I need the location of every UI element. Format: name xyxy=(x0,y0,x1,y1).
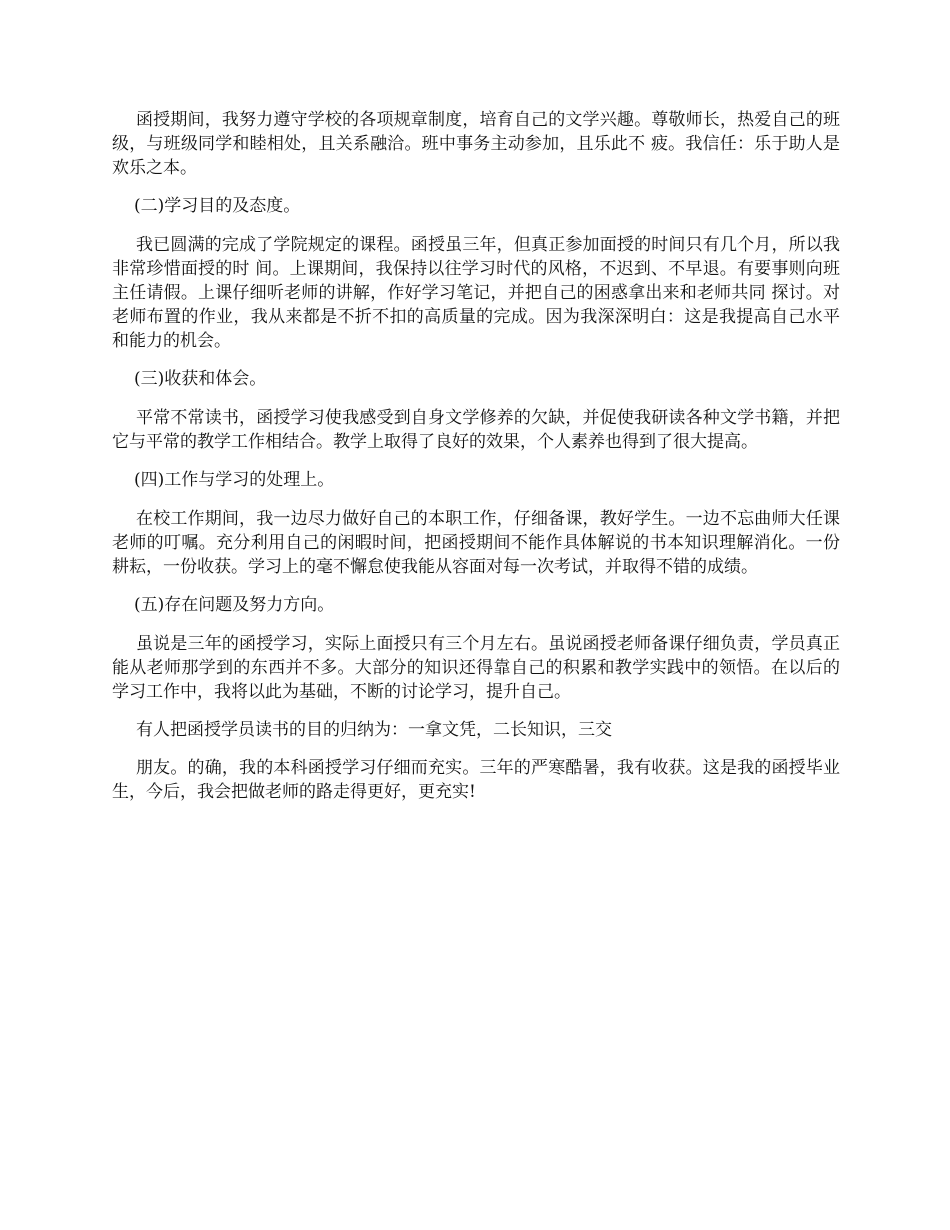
section-heading-4: (四)工作与学习的处理上。 xyxy=(134,470,335,490)
paragraph-conduct: 函授期间，我努力遵守学校的各项规章制度，培育自己的文学兴趣。尊敬师长，热爱自己的班级，与班级同学和睦相处，且关系融洽。班中事务主动参加，且乐此不 疲。我信任：乐于助人是欢乐之本。 xyxy=(112,110,840,178)
section-heading-2: (二)学习目的及态度。 xyxy=(134,196,301,216)
paragraph-gains: 平常不常读书，函授学习使我感受到自身文学修养的欠缺，并促使我研读各种文学书籍，并把它与平常的教学工作相结合。教学上取得了良好的效果，个人素养也得到了很大提高。 xyxy=(112,408,840,452)
section-heading-3: (三)收获和体会。 xyxy=(134,369,267,389)
paragraph-reading-purpose: 有人把函授学员读书的目的归纳为：一拿文凭，二长知识，三交 xyxy=(136,720,612,740)
paragraph-work-study-balance: 在校工作期间，我一边尽力做好自己的本职工作，仔细备课，教好学生。一边不忘曲师大任课老师的叮嘱。充分利用自己的闲暇时间，把函授期间不能作具体解说的书本知识理解消化。一份耕耘，一份收获。学习上的毫不懈怠使我能从容面对每一次考试，并取得不错的成绩。 xyxy=(112,509,840,577)
paragraph-study-attitude: 我已圆满的完成了学院规定的课程。函授虽三年，但真正参加面授的时间只有几个月，所以我非常珍惜面授的时 间。上课期间，我保持以往学习时代的风格，不迟到、不早退。有要事则向班主任请假。上课仔细听老师的讲解，作好学习笔记，并把自己的困惑拿出来和老师共同 探讨。对老师布置的作业，我从来都是不折不扣的高质量的完成。因为我深深明白：这是我提高自己水平和能力的机会。 xyxy=(112,235,840,351)
section-heading-5: (五)存在问题及努力方向。 xyxy=(134,595,335,615)
document-body xyxy=(112,108,840,804)
paragraph-conclusion: 朋友。的确，我的本科函授学习仔细而充实。三年的严寒酷暑，我有收获。这是我的函授毕业生，今后，我会把做老师的路走得更好，更充实! xyxy=(112,758,840,802)
paragraph-problems-direction: 虽说是三年的函授学习，实际上面授只有三个月左右。虽说函授老师备课仔细负责，学员真正能从老师那学到的东西并不多。大部分的知识还得靠自己的积累和教学实践中的领悟。在以后的学习工作中，我将以此为基础，不断的讨论学习，提升自己。 xyxy=(112,634,840,702)
